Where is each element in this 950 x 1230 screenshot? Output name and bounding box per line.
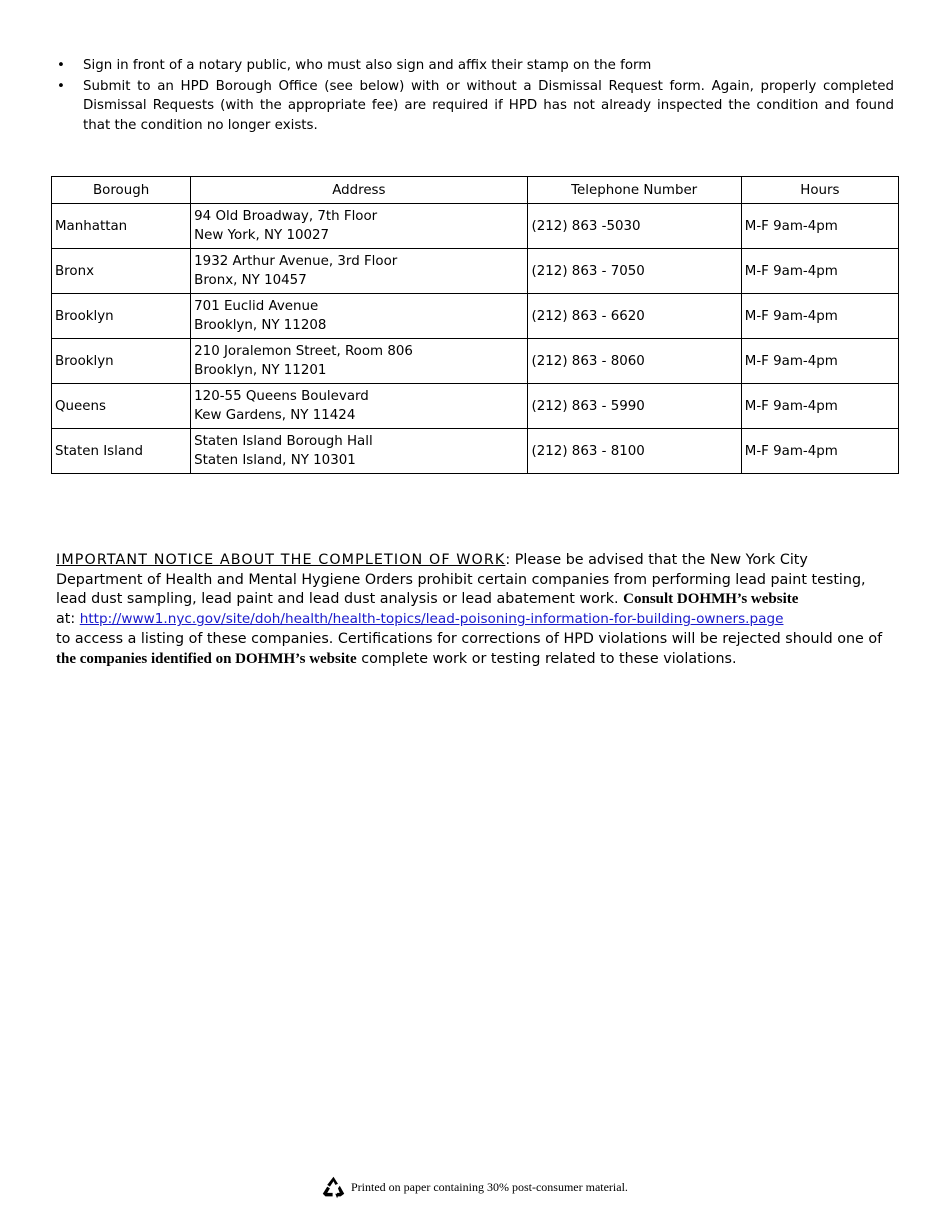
companies-text: the companies identified on DOHMH’s website [56, 650, 357, 667]
header-borough: Borough [52, 177, 191, 204]
list-item [52, 56, 894, 76]
borough-cell: Brooklyn [52, 339, 191, 384]
phone-cell: (212) 863 - 6620 [527, 294, 741, 339]
borough-cell: Brooklyn [52, 294, 191, 339]
dohmh-link[interactable]: http://www1.nyc.gov/site/doh/health/health-topics/lead-poisoning-information-for-building-owners.page [79, 611, 784, 628]
consult-text: Consult DOHMH’s website [623, 591, 799, 608]
address-cell [191, 339, 527, 384]
list-item [52, 77, 894, 136]
address-cell [191, 294, 527, 339]
address-line1: 94 Old Broadway, 7th Floor [194, 209, 378, 224]
address-line2: Brooklyn, NY 11208 [194, 318, 327, 333]
header-hours: Hours [741, 177, 898, 204]
address-line1: 701 Euclid Avenue [194, 299, 319, 314]
address-line2: Brooklyn, NY 11201 [194, 363, 327, 378]
recycle-icon [320, 1175, 347, 1200]
bullet-text: Submit to an HPD Borough Office (see below) with or without a Dismissal Request form. Again, properly completed Dismissal Requests (with the appropriate fee) are required if HPD has not already inspected the condition and found that the condition no longer exists. [83, 78, 894, 133]
address-line2: Staten Island, NY 10301 [194, 453, 356, 468]
bullet-icon: • [57, 78, 65, 94]
borough-offices-table [51, 176, 899, 474]
address-cell [191, 429, 527, 474]
phone-cell: (212) 863 -5030 [527, 204, 741, 249]
hours-cell: M-F 9am-4pm [741, 294, 898, 339]
footer [320, 1174, 628, 1200]
completion-notice [56, 551, 896, 669]
footer-text: Printed on paper containing 30% post-consumer material. [351, 1179, 628, 1194]
header-address: Address [191, 177, 527, 204]
hours-cell: M-F 9am-4pm [741, 249, 898, 294]
phone-cell: (212) 863 - 8060 [527, 339, 741, 384]
address-cell [191, 384, 527, 429]
address-line1: 210 Joralemon Street, Room 806 [194, 344, 413, 359]
table-row [52, 429, 899, 474]
table-header-row [52, 177, 899, 204]
address-line2: New York, NY 10027 [194, 228, 330, 243]
table-row [52, 204, 899, 249]
table-row [52, 249, 899, 294]
address-line1: Staten Island Borough Hall [194, 434, 373, 449]
address-line1: 120-55 Queens Boulevard [194, 389, 369, 404]
phone-cell: (212) 863 - 8100 [527, 429, 741, 474]
bullet-icon: • [57, 58, 65, 73]
phone-cell: (212) 863 - 7050 [527, 249, 741, 294]
hours-cell: M-F 9am-4pm [741, 384, 898, 429]
notice-text: complete work or testing related to these violations. [356, 650, 737, 667]
hours-cell: M-F 9am-4pm [741, 339, 898, 384]
phone-cell: (212) 863 - 5990 [527, 384, 741, 429]
hours-cell: M-F 9am-4pm [741, 204, 898, 249]
header-phone: Telephone Number [527, 177, 741, 204]
table-row [52, 384, 899, 429]
table-row [52, 294, 899, 339]
address-cell [191, 249, 527, 294]
notice-text: : Please be advised that the New York City Department of Health and Mental Hygiene Orders prohibit certain companies from performing lead paint testing, lead dust sampling, lead paint and lead dust analysis or lead abatement work. [56, 552, 866, 608]
address-line1: 1932 Arthur Avenue, 3rd Floor [194, 254, 398, 269]
borough-cell: Bronx [52, 249, 191, 294]
address-line2: Bronx, NY 10457 [194, 273, 307, 288]
hours-cell: M-F 9am-4pm [741, 429, 898, 474]
borough-cell: Queens [52, 384, 191, 429]
bullet-text: Sign in front of a notary public, who must also sign and affix their stamp on the form [83, 58, 652, 73]
table-row [52, 339, 899, 384]
at-label: at: [56, 611, 80, 628]
notice-heading: IMPORTANT NOTICE ABOUT THE COMPLETION OF WORK [56, 552, 506, 568]
address-cell [191, 204, 527, 249]
instruction-list [52, 56, 894, 136]
borough-cell: Manhattan [52, 204, 191, 249]
notice-text: to access a listing of these companies. Certifications for corrections of HPD violations will be rejected should one of [56, 630, 883, 647]
borough-cell: Staten Island [52, 429, 191, 474]
address-line2: Kew Gardens, NY 11424 [194, 408, 356, 423]
